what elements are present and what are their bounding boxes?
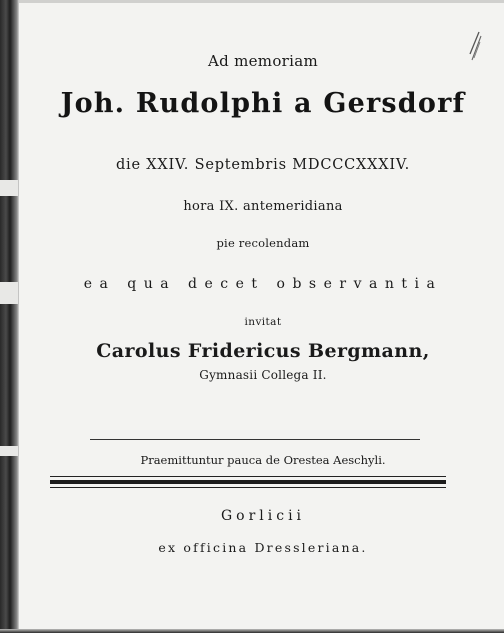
honoree-name: Joh. Rudolphi a Gersdorf	[60, 88, 466, 119]
book-binding-edge	[0, 0, 19, 633]
binding-gap	[0, 446, 18, 456]
double-rule-divider	[50, 476, 446, 492]
hour-line: hora IX. antemeridiana	[183, 199, 343, 214]
place-line: Gorlicii	[220, 508, 306, 524]
printer-line: ex officina Dressleriana.	[158, 540, 368, 555]
author-name: Carolus Fridericus Bergmann,	[96, 340, 430, 362]
page-top-edge	[19, 0, 504, 3]
binding-gap	[0, 180, 18, 196]
ad-memoriam-line: Ad memoriam	[208, 52, 318, 70]
date-line: die XXIV. Septembris MDCCCXXXIV.	[115, 157, 411, 173]
invitat-line: invitat	[244, 316, 282, 328]
binding-gap	[0, 282, 18, 304]
preface-line: Praemittuntur pauca de Orestea Aeschyli.	[140, 453, 386, 467]
page-bottom-edge	[0, 629, 504, 633]
recolendam-line: pie recolendam	[216, 236, 310, 250]
observantia-line: ea qua decet observantia	[83, 276, 443, 292]
thin-rule-divider	[90, 439, 420, 440]
author-title: Gymnasii Collega II.	[199, 368, 327, 382]
